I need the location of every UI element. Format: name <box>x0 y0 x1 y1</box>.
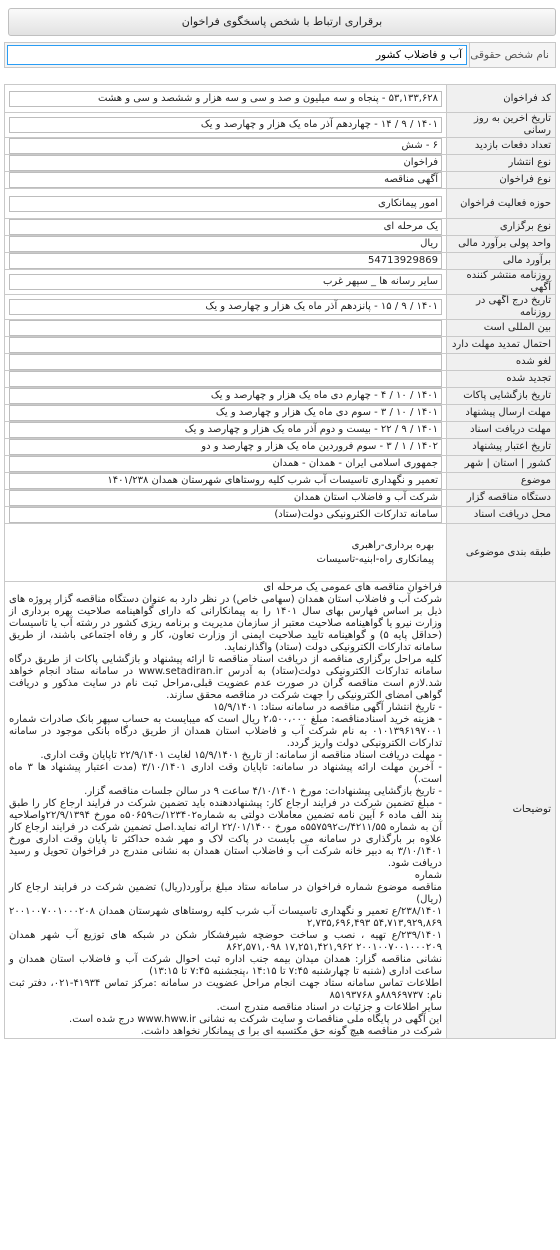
detail-row <box>5 236 556 253</box>
description-line: این آگهی در پایگاه ملی مناقصات و سایت شرکت به نشانی www.hww.ir درج شده است. <box>69 1014 442 1025</box>
detail-row <box>5 439 556 456</box>
detail-value-text: تعمیر و نگهداری تاسیسات آب شرب کلیه روستاهای شهرستان همدان ۱۴۰۱/۲۳۸ <box>9 473 442 489</box>
detail-value <box>5 490 447 507</box>
detail-value <box>5 219 447 236</box>
detail-label: تاریخ اعتبار پیشنهاد <box>447 439 556 456</box>
detail-row <box>5 85 556 113</box>
detail-value <box>5 456 447 473</box>
detail-value-text: ۶ - شش <box>9 138 442 154</box>
detail-row <box>5 113 556 138</box>
detail-row <box>5 320 556 337</box>
description-line: ۲۳۹/۱۴۰۱/ع تهیه ، نصب و ساخت حوضچه شیرفشکار شکن در شبکه های توزیع آب شهر همدان ۲۰۰۱۰۰۷۰۰۱۰۰۰۲۰۹ ۱۷,۲۵۱,۴۲۱,۹۶۲ ۸۶۲,۵۷۱,۰۹۸ <box>9 930 442 953</box>
detail-row <box>5 388 556 405</box>
detail-value <box>5 172 447 189</box>
detail-label: نوع انتشار <box>447 155 556 172</box>
detail-value-text: یک مرحله ای <box>9 219 442 235</box>
detail-value-text: سامانه تدارکات الکترونیکی دولت(ستاد) <box>9 507 442 523</box>
detail-value-text: ۱۴۰۱ / ۱۰ / ۳ - سوم دی ماه یک هزار و چهارصد و یک <box>9 405 442 421</box>
detail-row <box>5 138 556 155</box>
classification-values <box>5 524 447 582</box>
detail-value-text: ۱۴۰۱ / ۹ / ۲۲ - بیست و دوم آذر ماه یک هزار و چهارصد و یک <box>9 422 442 438</box>
detail-row <box>5 189 556 219</box>
description-line: - آخرین مهلت ارائه پیشنهاد در سامانه: تاپایان وقت اداری ۳/۱۰/۱۴۰۱ (مدت اعتبار پیشنهاد ها ۳ ماه است.) <box>9 762 443 785</box>
detail-value-text: سایر رسانه ها _ سپهر غرب <box>9 274 442 290</box>
detail-value <box>5 270 447 295</box>
detail-label: لغو شده <box>447 354 556 371</box>
classification-row <box>5 524 556 582</box>
detail-value <box>5 155 447 172</box>
detail-label: تجدید شده <box>447 371 556 388</box>
detail-label: نوع برگزاری <box>447 219 556 236</box>
description-line: فراخوان مناقصه های عمومی یک مرحله ای <box>263 582 442 593</box>
description-line: کلیه مراحل برگزاری مناقصه از دریافت اسناد مناقصه تا ارائه پیشنهاد و بازگشایی پاکات از طریق درگاه سامانه تدارکات الکترونیکی دولت(ستاد) به آدرس www.setadiran.ir در سامانه ستاد انجام خواهد شد.لازم است مناقصه گران در صورت عدم عضویت قبلی،مراحل ثبت نام در سایت مذکور و دریافت گواهی امضای الکترونیکی را جهت شرکت در مناقصه محقق سازند. <box>9 654 443 701</box>
detail-value <box>5 473 447 490</box>
detail-row <box>5 422 556 439</box>
detail-label: موضوع <box>447 473 556 490</box>
detail-value <box>5 371 447 388</box>
detail-label: مهلت ارسال پیشنهاد <box>447 405 556 422</box>
description-line: سایر اطلاعات و جزئیات در اسناد مناقصه مندرج است. <box>216 1002 442 1013</box>
detail-value-text: ۱۴۰۲ / ۱ / ۳ - سوم فروردین ماه یک هزار و چهارصد و دو <box>9 439 442 455</box>
detail-value-text: 54713929869 <box>9 253 442 269</box>
detail-value <box>5 295 447 320</box>
detail-label: روزنامه منتشر کننده آگهی <box>447 270 556 295</box>
description-line: - هزینه خرید اسنادمناقصه: مبلغ ۲،۵۰۰،۰۰۰ ریال است که میبایست به حساب سپهر بانک صادرات شماره ۰۱۰۱۳۹۶۱۹۷۰۰۱ به نام شرکت آب و فاضلاب استان همدان از طریق درگاه بانکی موجود در سامانه تدارکات الکترونیکی دولت واریز گردد. <box>9 714 442 749</box>
detail-label: کد فراخوان <box>447 85 556 113</box>
detail-value <box>5 337 447 354</box>
detail-value <box>5 405 447 422</box>
detail-label: برآورد مالی <box>447 253 556 270</box>
detail-row <box>5 295 556 320</box>
detail-value <box>5 388 447 405</box>
description-line: نشانی مناقصه گزار: همدان میدان بیمه جنب اداره ثبت احوال شرکت آب و فاضلاب استان همدان و ساعت اداری (شنبه تا چهارشنبه ۷:۴۵ تا ۱۴:۱۵ ،پنجشنبه ۷:۴۵ تا ۱۳:۱۵) <box>9 954 442 977</box>
description-line: - مبلغ تضمین شرکت در فرایند ارجاع کار: پیشنهاددهنده باید تضمین شرکت در فرایند ارجاع کار را طبق بند الف ماده ۶ آیین نامه تضمین معاملات دولتی به شماره۱۲۳۴۰۲/ت۵۰۶۵۹ه مورخ ۲۲/۹/۱۳۹۴واصلاحیه آن به شماره ۴۲۱۱/۵۵/ت۵۵۷۵۹۲ه مورخ ۲۲/۰۱/۱۴۰۰ ارائه نماید.اصل تضمین شرکت در فرایند ارجاع کار علاوه بر بارگذاری در سامانه می بایست در پاکت لاک و مهر شده حداکثر تا پایان وقت اداری مورخ ۳/۱۰/۱۴۰۱ به دبیر خانه شرکت آب و فاضلاب استان همدان به نشانی مندرج در فراخوان تحویل و رسید دریافت شود. <box>9 798 443 869</box>
detail-row <box>5 371 556 388</box>
detail-value-text: ۵۳,۱۳۳,۶۲۸ - پنجاه و سه میلیون و صد و سی و سه هزار و ششصد و سی و هشت <box>9 91 442 107</box>
description-line: مناقصه موضوع شماره فراخوان در سامانه ستاد مبلغ برآورد(ریال) تضمین شرکت در فرایند ارجاع کار (ریال) <box>9 882 442 905</box>
detail-value-text: امور پیمانکاری <box>9 196 442 212</box>
description-line: شرکت آب و فاضلاب استان همدان (سهامی خاص) در نظر دارد به عنوان دستگاه مناقصه گزار پروژه های ذیل بر اساس فهارس بهای سال ۱۴۰۱ را به پیمانکارانی که دارای گواهینامه صلاحیت بهره برداری از وزارت نیرو یا گواهینامه صلاحیت معتبر از سازمان مدیریت و برنامه ریزی کشور در رشته آب یا تاسیسات (حداقل پایه ۵) و گواهینامه تایید صلاحیت ایمنی از وزارت تعاون، کار و رفاه اجتماعی باشند، از طریق سامانه تدارکات الکترونیکی دولت (ستاد) واگذارنماید. <box>9 594 442 653</box>
description-label: توضیحات <box>447 582 556 1039</box>
description-line: - تاریخ بازگشایی پیشنهادات: مورخ ۴/۱۰/۱۴۰۱ ساعت ۹ در سالن جلسات مناقصه گزار. <box>84 786 442 797</box>
detail-label: تاریخ بازگشایی پاکات <box>447 388 556 405</box>
detail-row <box>5 473 556 490</box>
detail-value <box>5 253 447 270</box>
legal-person-label: نام شخص حقوقی <box>469 43 555 67</box>
detail-value <box>5 85 447 113</box>
detail-value-text <box>9 371 442 387</box>
detail-value <box>5 138 447 155</box>
detail-value <box>5 320 447 337</box>
detail-value <box>5 507 447 524</box>
legal-person-row <box>4 42 556 68</box>
detail-row <box>5 456 556 473</box>
detail-label: نوع فراخوان <box>447 172 556 189</box>
detail-label: واحد پولی برآورد مالی <box>447 236 556 253</box>
description-row <box>5 582 556 1039</box>
detail-label: احتمال تمدید مهلت دارد <box>447 337 556 354</box>
detail-row <box>5 219 556 236</box>
detail-value-text: ۱۴۰۱ / ۱۰ / ۴ - چهارم دی ماه یک هزار و چهارصد و یک <box>9 388 442 404</box>
detail-value <box>5 189 447 219</box>
classification-label: طبقه بندی موضوعی <box>447 524 556 582</box>
detail-row <box>5 405 556 422</box>
contact-responder-button[interactable]: برقراری ارتباط با شخص پاسخگوی فراخوان <box>8 8 556 36</box>
description-line: ۲۳۸/۱۴۰۱/ع تعمیر و نگهداری تاسیسات آب شرب کلیه روستاهای شهرستان همدان ۲۰۰۱۰۰۷۰۰۱۰۰۰۲۰۸ ۵۴,۷۱۳,۹۲۹,۸۶۹ ۲,۷۳۵,۶۹۶,۴۹۳ <box>9 906 442 929</box>
detail-label: مهلت دریافت اسناد <box>447 422 556 439</box>
detail-value <box>5 422 447 439</box>
detail-value-text <box>9 354 442 370</box>
detail-label: تاریخ درج آگهی در روزنامه <box>447 295 556 320</box>
legal-person-field[interactable]: آب و فاضلاب کشور <box>7 45 467 65</box>
classification-item: بهره برداری-راهبری <box>351 539 434 551</box>
description-line: - مهلت دریافت اسناد مناقصه از سامانه: از تاریخ ۱۵/۹/۱۴۰۱ لغایت ۲۲/۹/۱۴۰۱ تاپایان وقت اداری. <box>40 750 442 761</box>
classification-item: پیمانکاری راه-ابنیه-تاسیسات <box>316 553 434 565</box>
description-line: اطلاعات تماس سامانه ستاد جهت انجام مراحل عضویت در سامانه :مرکز تماس ۴۱۹۳۴-۰۲۱، دفتر ثبت نام: ۸۸۹۶۹۷۳۷و ۸۵۱۹۳۷۶۸ <box>9 978 442 1001</box>
detail-value-text <box>9 320 442 336</box>
detail-value <box>5 439 447 456</box>
detail-value <box>5 354 447 371</box>
detail-value <box>5 236 447 253</box>
description-line: شماره <box>414 870 442 881</box>
detail-value-text: ریال <box>9 236 442 252</box>
description-line: شرکت در مناقصه هیچ گونه حق مکتسبه ای برا ی پیمانکار نخواهد داشت. <box>140 1026 442 1037</box>
detail-value-text: ۱۴۰۱ / ۹ / ۱۴ - چهاردهم آذر ماه یک هزار و چهارصد و یک <box>9 117 442 133</box>
detail-label: دستگاه مناقصه گزار <box>447 490 556 507</box>
detail-value-text: ۱۴۰۱ / ۹ / ۱۵ - پانزدهم آذر ماه یک هزار و چهارصد و یک <box>9 299 442 315</box>
detail-row <box>5 253 556 270</box>
detail-label: بین المللی است <box>447 320 556 337</box>
detail-label: تعداد دفعات بازدید <box>447 138 556 155</box>
description-line: - تاریخ انتشار آگهی مناقصه در سامانه ستاد: ۱۵/۹/۱۴۰۱ <box>213 702 442 713</box>
detail-value-text <box>9 337 442 353</box>
detail-row <box>5 155 556 172</box>
tender-details-table <box>4 84 556 1039</box>
detail-value-text: آگهی مناقصه <box>9 172 442 188</box>
detail-value-text: شرکت آب و فاضلاب استان همدان <box>9 490 442 506</box>
detail-row <box>5 270 556 295</box>
detail-row <box>5 507 556 524</box>
detail-value <box>5 113 447 138</box>
detail-value-text: جمهوری اسلامی ایران - همدان - همدان <box>9 456 442 472</box>
detail-row <box>5 172 556 189</box>
detail-value-text: فراخوان <box>9 155 442 171</box>
description-text <box>5 582 447 1039</box>
detail-row <box>5 490 556 507</box>
detail-row <box>5 354 556 371</box>
detail-label: تاریخ آخرین به روز رسانی <box>447 113 556 138</box>
detail-label: حوزه فعالیت فراخوان <box>447 189 556 219</box>
detail-label: کشور | استان | شهر <box>447 456 556 473</box>
detail-label: محل دریافت اسناد <box>447 507 556 524</box>
detail-row <box>5 337 556 354</box>
